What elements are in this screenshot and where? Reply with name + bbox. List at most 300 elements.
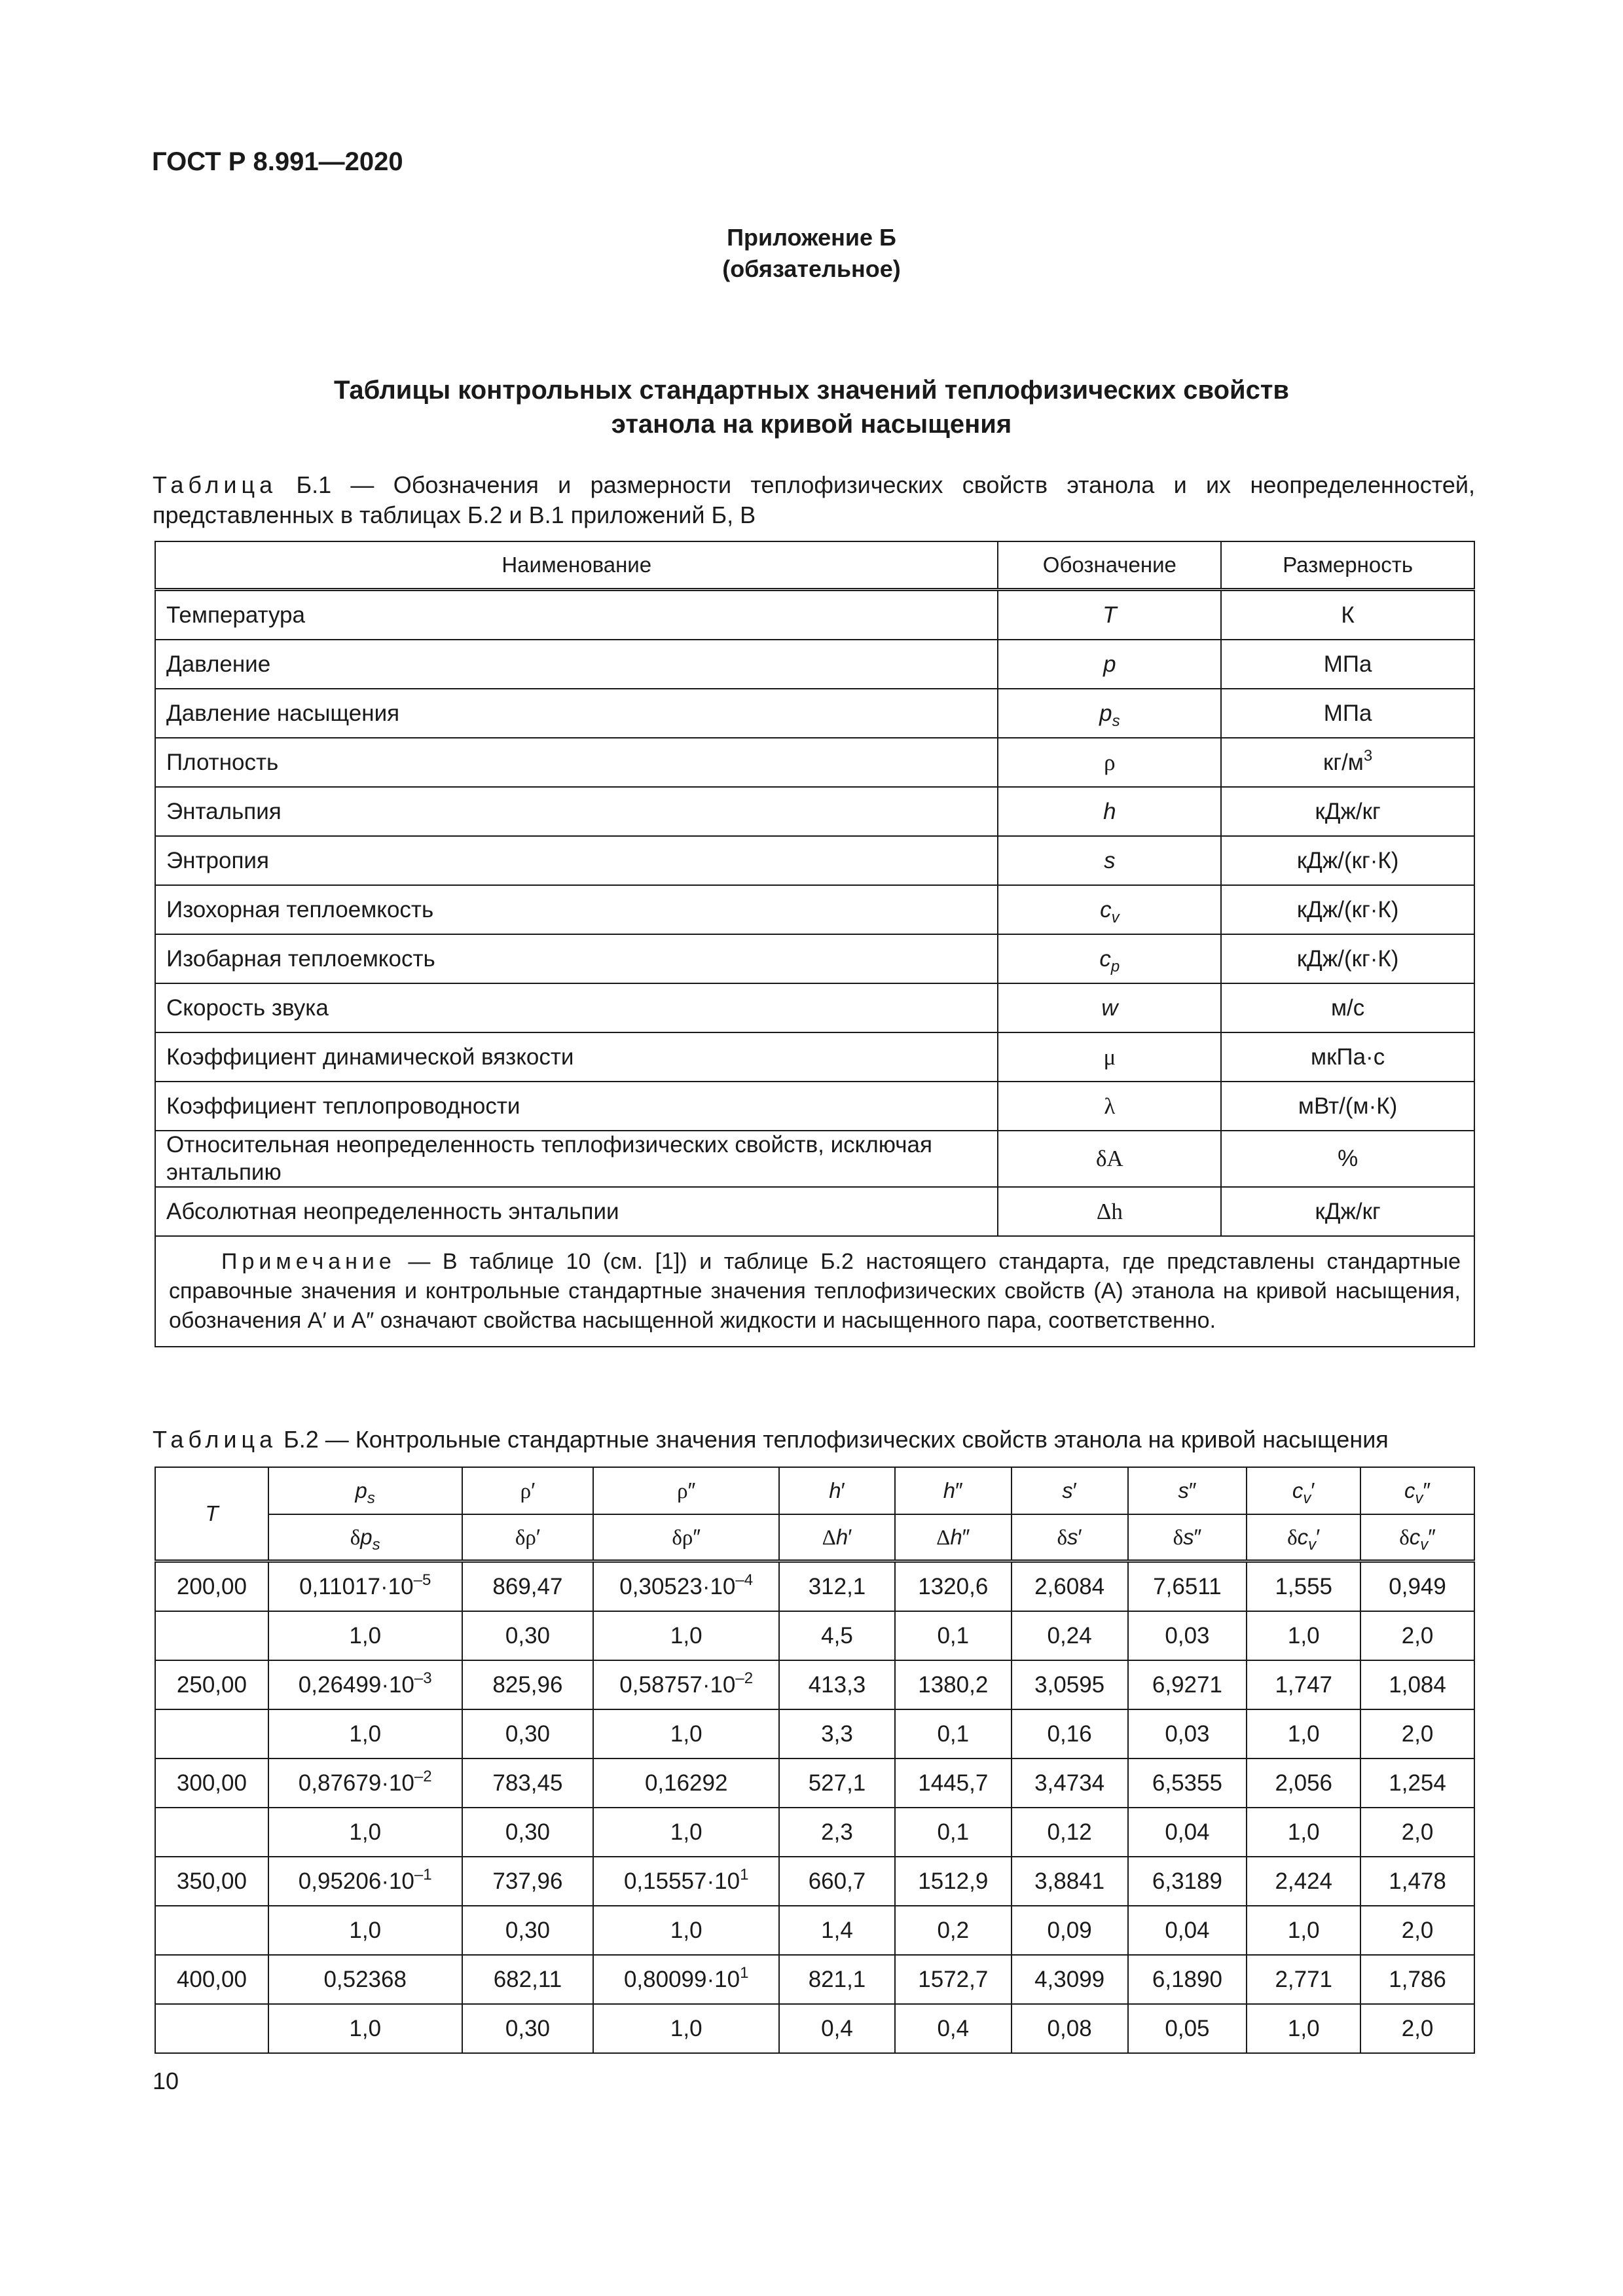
table2-header-bottom-cell-prime: ′ (1316, 1524, 1321, 1549)
table2-header-bottom-cell-delta: δ (1173, 1525, 1184, 1550)
table2-header-bottom-cell-prime: ″ (1428, 1524, 1436, 1549)
table2-cell-value (895, 1955, 1012, 2004)
table2-cell-value (593, 1758, 779, 1808)
table1-cell-name: Абсолютная неопределенность энтальпии (155, 1187, 998, 1236)
table2-value-row (155, 1758, 1474, 1808)
table2-value: 2,771 (1275, 1966, 1333, 1992)
table2-cell-uncertainty: 0,03 (1128, 1611, 1247, 1660)
table2-cell-value (462, 1758, 594, 1808)
table1-unit: МПа (1323, 651, 1372, 677)
table2-cell-uncertainty: 0,04 (1128, 1808, 1247, 1857)
table2-header-top-cell-sub: v (1303, 1489, 1311, 1507)
table2-value: 1,786 (1389, 1966, 1446, 1992)
table1-cell-name: Энтропия (155, 836, 998, 885)
table2-header-top-cell-symbol: ρ (677, 1479, 688, 1503)
table2-value-row (155, 1561, 1474, 1612)
table2-header-bottom-cell-symbol: s (1067, 1524, 1078, 1549)
table1-cell-symbol (998, 934, 1221, 983)
table1-cell-symbol (998, 1082, 1221, 1131)
table2-cell-uncertainty: 1,0 (593, 2004, 779, 2053)
table2-uncertainty-row (155, 1611, 1474, 1660)
table2-cell-value (1360, 1857, 1474, 1906)
table2-header-top-cell (895, 1467, 1012, 1514)
table1-symbol: p (1103, 651, 1116, 677)
table1-cell-symbol (998, 885, 1221, 934)
table2-cell-value (1247, 1561, 1360, 1612)
table1-cell-name: Изохорная теплоемкость (155, 885, 998, 934)
table1-symbol: c (1099, 945, 1111, 972)
table2-header-row-2 (155, 1514, 1474, 1561)
table2-header-top-cell (1128, 1467, 1247, 1514)
table2-value: 3,4734 (1034, 1770, 1105, 1796)
table1-cell-symbol (998, 689, 1221, 738)
table2-cell-value (593, 1955, 779, 2004)
table1-note-text: — В таблице 10 (см. [1]) и таблице Б.2 настоящего стандарта, где представлены стандартные справочные значения и контрольные стандартные значения теплофизических свойств (A) этанола на кривой насыщения, обозначения A′ и A″ означают свойства насыщенной жидкости и насыщенного пара, соответственно. (169, 1249, 1461, 1333)
table2-header-bottom-cell-sub: v (1420, 1535, 1429, 1554)
table1-cell-unit (1221, 1082, 1474, 1131)
table1-cell-unit (1221, 1187, 1474, 1236)
table1-cell-name: Коэффициент теплопроводности (155, 1082, 998, 1131)
table2-header-top-cell-symbol: ρ (520, 1479, 532, 1503)
table1-symbol: ρ (1104, 749, 1116, 775)
table2-header-bottom-cell-prime: ″ (693, 1524, 701, 1549)
table1-row (155, 983, 1474, 1032)
table2-header-bottom-cell-delta: δ (515, 1525, 526, 1550)
table1-cell-unit (1221, 934, 1474, 983)
table1-col-name: Наименование (155, 541, 998, 590)
table1-unit-superscript: 3 (1363, 746, 1373, 765)
table1-symbol: λ (1104, 1093, 1116, 1119)
table2-value: 682,11 (493, 1966, 562, 1992)
table2-cell-uncertainty: 0,03 (1128, 1709, 1247, 1758)
table1-cell-symbol (998, 983, 1221, 1032)
table2-cell-uncertainty: 0,30 (462, 1611, 594, 1660)
table2-header-bottom-cell-symbol: c (1409, 1524, 1421, 1549)
table1-unit: кДж/кг (1315, 798, 1381, 824)
table2-value: 1,084 (1389, 1671, 1446, 1698)
table1-row (155, 738, 1474, 787)
appendix-label: Приложение Б (727, 224, 896, 251)
table2-value-exponent: –5 (413, 1571, 431, 1589)
table2-value: 1320,6 (918, 1573, 989, 1599)
table2-cell-uncertainty: 1,0 (1247, 1808, 1360, 1857)
page-number: 10 (153, 2068, 179, 2094)
appendix-status: (обязательное) (722, 255, 901, 282)
table2-caption (153, 1426, 1475, 1453)
table2-value: 1445,7 (918, 1770, 989, 1796)
table1-cell-name: Энтальпия (155, 787, 998, 836)
table2-header-bottom-cell-sub: v (1308, 1535, 1317, 1554)
table1-cell-unit (1221, 1131, 1474, 1187)
table2-cell-uncertainty: 0,30 (462, 1906, 594, 1955)
table2-header-top-cell (593, 1467, 779, 1514)
table2-value-row (155, 1955, 1474, 2004)
table2-value: 2,056 (1275, 1770, 1333, 1796)
table2-header-bottom-cell (1012, 1514, 1128, 1561)
table2-value-exponent: –2 (735, 1669, 754, 1687)
table2-header-bottom-cell-prime: ′ (536, 1524, 541, 1549)
table2-value: 0,26499·10 (298, 1671, 414, 1698)
table1-unit: кДж/(кг·К) (1296, 896, 1399, 922)
table2-value: 6,1890 (1152, 1966, 1222, 1992)
table1-row (155, 689, 1474, 738)
table1-body (155, 590, 1474, 1347)
table2-value: 3,0595 (1034, 1671, 1105, 1698)
table2-cell-value (1128, 1660, 1247, 1709)
table2-header-top-cell-symbol: p (355, 1478, 367, 1503)
table2-value: 869,47 (492, 1573, 563, 1599)
table2-header-bottom-cell-symbol: h (835, 1524, 848, 1549)
table2-cell-uncertainty: 1,0 (593, 1906, 779, 1955)
table2-cell-uncertainty: 1,0 (593, 1808, 779, 1857)
table1-caption-prefix: Таблица (153, 471, 278, 498)
table1-symbol: h (1103, 798, 1116, 824)
table2-cell-uncertainty: 0,16 (1012, 1709, 1128, 1758)
table2-value: 0,80099·10 (623, 1966, 740, 1992)
table2-header-top-cell (1360, 1467, 1474, 1514)
table1-cell-unit (1221, 885, 1474, 934)
table2-value: 825,96 (492, 1671, 563, 1698)
table2-value-row (155, 1660, 1474, 1709)
table2-header-top-cell-symbol: c (1404, 1478, 1415, 1503)
table2-value: 6,3189 (1152, 1868, 1222, 1894)
table2-cell-value (895, 1660, 1012, 1709)
table2-cell-value (462, 1955, 594, 2004)
table1-cell-unit (1221, 738, 1474, 787)
table2-header-top-cell-prime: ′ (841, 1478, 845, 1503)
table1-row (155, 836, 1474, 885)
table2-cell-value (895, 1857, 1012, 1906)
table2-header-top-cell (779, 1467, 895, 1514)
table2-cell-uncertainty: 2,0 (1360, 1808, 1474, 1857)
table2-cell-value (1128, 1955, 1247, 2004)
table1-cell-symbol (998, 1131, 1221, 1187)
table2-cell-value (779, 1561, 895, 1612)
table2-cell-value (268, 1857, 462, 1906)
table2-uncertainty-row (155, 1808, 1474, 1857)
section-title-line-1: Таблицы контрольных стандартных значений теплофизических свойств (333, 376, 1290, 405)
table2-cell-uncertainty: 0,30 (462, 1709, 594, 1758)
table2-cell-value (1128, 1758, 1247, 1808)
table-b2 (155, 1467, 1475, 2054)
table2-value: 1,254 (1389, 1770, 1446, 1796)
table2-value: 0,58757·10 (619, 1671, 736, 1698)
table2-cell-value (1128, 1857, 1247, 1906)
table2-header-top-cell (1012, 1467, 1128, 1514)
table1-cell-symbol (998, 640, 1221, 689)
table2-cell-value (1247, 1955, 1360, 2004)
table2-value: 737,96 (492, 1868, 563, 1894)
table2-cell-value (268, 1561, 462, 1612)
table2-caption-prefix: Таблица (153, 1426, 278, 1453)
table2-cell-uncertainty: 1,0 (268, 1906, 462, 1955)
table2-header-top-cell-symbol: h (943, 1478, 956, 1503)
table2-header-bottom-cell-delta: Δ (936, 1525, 951, 1550)
table2-header-top-cell-prime: ″ (1188, 1478, 1197, 1503)
table2-cell-uncertainty: 1,0 (593, 1611, 779, 1660)
table2-cell-value (1012, 1660, 1128, 1709)
table2-header-top-cell-prime: ′ (1072, 1478, 1077, 1503)
table1-symbol-subscript: p (1110, 957, 1120, 975)
table1-row (155, 1082, 1474, 1131)
table2-uncertainty-row (155, 1709, 1474, 1758)
table1-cell-name: Относительная неопределенность теплофизических свойств, исключая энтальпию (155, 1131, 998, 1187)
table2-cell-T-empty (155, 2004, 268, 2053)
table2-cell-value (1360, 1660, 1474, 1709)
table2-cell-uncertainty: 0,04 (1128, 1906, 1247, 1955)
table1-cell-unit (1221, 983, 1474, 1032)
table2-header-bottom-cell-delta: δ (1287, 1525, 1298, 1550)
table2-cell-value (1360, 1561, 1474, 1612)
table2-header-bottom-cell-delta: δ (1057, 1525, 1068, 1550)
table1-caption-text: Б.1 — Обозначения и размерности теплофизических свойств этанола и их неопределенностей, представленных в таблицах Б.2 и В.1 приложений Б, В (153, 471, 1475, 528)
table2-cell-value (593, 1660, 779, 1709)
table1-row (155, 885, 1474, 934)
table2-value-exponent: 1 (740, 1963, 749, 1982)
table2-header-top-cell-symbol: s (1062, 1478, 1073, 1503)
table2-value-exponent: –2 (414, 1767, 432, 1785)
table2-cell-T: 200,00 (155, 1561, 268, 1612)
table2-cell-T: 300,00 (155, 1758, 268, 1808)
table2-header-top-cell-prime: ′ (531, 1478, 536, 1503)
table2-value: 4,3099 (1034, 1966, 1105, 1992)
table1-cell-name: Температура (155, 590, 998, 640)
table1-cell-unit (1221, 836, 1474, 885)
table2-cell-uncertainty: 0,30 (462, 2004, 594, 2053)
table2-header-top-cell-symbol: h (829, 1478, 841, 1503)
table1-header-row (155, 541, 1474, 590)
table1-row (155, 1032, 1474, 1082)
table2-header-top-cell (1247, 1467, 1360, 1514)
table2-value: 0,11017·10 (299, 1573, 414, 1599)
table2-header-top-cell (462, 1467, 594, 1514)
table2-cell-T: 250,00 (155, 1660, 268, 1709)
table2-value: 0,15557·10 (623, 1868, 740, 1894)
table2-value: 0,87679·10 (298, 1770, 414, 1796)
table2-cell-value (1128, 1561, 1247, 1612)
table1-cell-symbol (998, 836, 1221, 885)
table2-cell-value (779, 1955, 895, 2004)
table2-header-bottom-cell (779, 1514, 895, 1561)
table2-cell-value (593, 1857, 779, 1906)
table2-header-bottom-cell (268, 1514, 462, 1561)
table2-cell-uncertainty: 1,0 (268, 1611, 462, 1660)
table1-note-row (155, 1236, 1474, 1347)
table2-value: 1572,7 (918, 1966, 989, 1992)
table1-note (155, 1236, 1474, 1347)
table1-cell-name: Изобарная теплоемкость (155, 934, 998, 983)
table2-cell-T-empty (155, 1906, 268, 1955)
table1-row (155, 640, 1474, 689)
table2-cell-uncertainty: 0,1 (895, 1808, 1012, 1857)
table2-header-bottom-cell (593, 1514, 779, 1561)
table1-cell-unit (1221, 1032, 1474, 1082)
table2-header-row-1 (155, 1467, 1474, 1514)
table2-cell-uncertainty: 1,0 (1247, 1906, 1360, 1955)
table2-header-bottom-cell-symbol: ρ (525, 1525, 536, 1550)
table1-symbol: p (1099, 700, 1112, 726)
table2-cell-value (779, 1857, 895, 1906)
table2-value: 0,16292 (644, 1770, 728, 1796)
table2-value: 413,3 (808, 1671, 866, 1698)
table2-header-bottom-cell-symbol: p (360, 1524, 373, 1549)
table1-unit: МПа (1323, 700, 1372, 726)
table2-value: 783,45 (492, 1770, 563, 1796)
table2-cell-value (1247, 1758, 1360, 1808)
table2-value: 2,6084 (1034, 1573, 1105, 1599)
table1-unit: м/с (1330, 994, 1365, 1021)
table1-unit: мВт/(м·К) (1298, 1093, 1398, 1119)
table2-header-bottom-cell-prime: ″ (962, 1524, 970, 1549)
table2-value: 527,1 (808, 1770, 866, 1796)
table1-row (155, 1187, 1474, 1236)
table1-cell-unit (1221, 640, 1474, 689)
table2-header-top-cell-sub: v (1415, 1489, 1423, 1507)
table2-header-bottom-cell (462, 1514, 594, 1561)
table2-cell-uncertainty: 1,0 (1247, 1709, 1360, 1758)
table1-unit: кг/м (1323, 749, 1364, 775)
table2-header-bottom-cell-prime: ″ (1194, 1524, 1202, 1549)
table2-value: 0,30523·10 (619, 1573, 736, 1599)
table2-header-top-cell-prime: ″ (1423, 1478, 1431, 1503)
table2-cell-uncertainty: 0,30 (462, 1808, 594, 1857)
table1-symbol: w (1101, 994, 1118, 1021)
table2-value-row (155, 1857, 1474, 1906)
table1-symbol: Δh (1096, 1198, 1123, 1224)
table2-value: 6,5355 (1152, 1770, 1222, 1796)
table2-value-exponent: –3 (414, 1669, 432, 1687)
table1-symbol-subscript: s (1112, 712, 1120, 730)
table2-cell-T: 400,00 (155, 1955, 268, 2004)
table2-cell-value (895, 1758, 1012, 1808)
table2-uncertainty-row (155, 2004, 1474, 2053)
table2-cell-uncertainty: 0,05 (1128, 2004, 1247, 2053)
table2-cell-value (268, 1758, 462, 1808)
table2-value: 2,424 (1275, 1868, 1333, 1894)
table2-cell-value (593, 1561, 779, 1612)
table2-cell-value (779, 1660, 895, 1709)
table2-cell-value (1247, 1857, 1360, 1906)
table2-cell-value (1012, 1561, 1128, 1612)
table1-unit: % (1338, 1146, 1359, 1171)
table2-cell-value (895, 1561, 1012, 1612)
table1-cell-name: Скорость звука (155, 983, 998, 1032)
table1-cell-name: Давление насыщения (155, 689, 998, 738)
table2-header-top-cell-prime: ″ (955, 1478, 963, 1503)
table1-row (155, 934, 1474, 983)
table2-cell-uncertainty: 4,5 (779, 1611, 895, 1660)
table2-header-T: T (155, 1467, 268, 1561)
table2-cell-uncertainty: 2,0 (1360, 1709, 1474, 1758)
table2-value: 6,9271 (1152, 1671, 1222, 1698)
table2-value: 660,7 (808, 1868, 866, 1894)
table1-cell-symbol (998, 1032, 1221, 1082)
table2-value: 821,1 (808, 1966, 866, 1992)
table2-value: 0,52368 (323, 1966, 407, 1992)
table2-cell-uncertainty: 2,0 (1360, 1906, 1474, 1955)
table2-cell-T-empty (155, 1808, 268, 1857)
table1-unit: мкПа·с (1311, 1044, 1385, 1070)
table2-header-bottom-cell-delta: δ (1399, 1525, 1410, 1550)
table2-cell-uncertainty: 2,0 (1360, 1611, 1474, 1660)
table2-cell-uncertainty: 0,1 (895, 1709, 1012, 1758)
table2-cell-uncertainty: 1,0 (268, 1709, 462, 1758)
table2-value: 1,747 (1275, 1671, 1333, 1698)
table2-header-bottom-cell-prime: ′ (1078, 1524, 1082, 1549)
table1-col-unit: Размерность (1221, 541, 1474, 590)
table2-header-top-cell-prime: ′ (1311, 1478, 1315, 1503)
document-id: ГОСТ Р 8.991—2020 (152, 147, 403, 176)
table1-unit: кДж/(кг·К) (1296, 945, 1399, 972)
table2-cell-uncertainty: 1,0 (1247, 1611, 1360, 1660)
table2-uncertainty-row (155, 1906, 1474, 1955)
table1-cell-name: Плотность (155, 738, 998, 787)
table1-unit: К (1341, 602, 1355, 628)
table1-cell-symbol (998, 590, 1221, 640)
table2-cell-value (462, 1561, 594, 1612)
table2-value: 0,949 (1389, 1573, 1446, 1599)
table2-header-bottom-cell-delta: δ (350, 1525, 361, 1550)
table1-cell-name: Коэффициент динамической вязкости (155, 1032, 998, 1082)
table2-header-bottom-cell-delta: δ (672, 1525, 682, 1550)
table2-cell-value (1360, 1758, 1474, 1808)
table2-cell-value (462, 1857, 594, 1906)
table1-symbol: s (1104, 847, 1116, 873)
table2-value: 1,555 (1275, 1573, 1333, 1599)
table1-cell-unit (1221, 689, 1474, 738)
table2-cell-uncertainty: 1,0 (1247, 2004, 1360, 2053)
table1-symbol: μ (1103, 1044, 1116, 1070)
table2-header-top-cell-symbol: c (1292, 1478, 1304, 1503)
table2-cell-uncertainty: 0,24 (1012, 1611, 1128, 1660)
table2-cell-uncertainty: 0,4 (895, 2004, 1012, 2053)
table2-header-bottom-cell (895, 1514, 1012, 1561)
table1-symbol: δA (1095, 1146, 1123, 1171)
table2-value: 1512,9 (918, 1868, 989, 1894)
table1-cell-name: Давление (155, 640, 998, 689)
table2-cell-uncertainty: 1,0 (268, 2004, 462, 2053)
table1-col-symbol: Обозначение (998, 541, 1221, 590)
table2-cell-uncertainty: 3,3 (779, 1709, 895, 1758)
table2-cell-value (1247, 1660, 1360, 1709)
table2-value-exponent: 1 (740, 1865, 749, 1884)
table2-header-bottom-cell-sub: s (372, 1535, 380, 1554)
table2-cell-uncertainty: 0,1 (895, 1611, 1012, 1660)
table2-cell-uncertainty: 0,2 (895, 1906, 1012, 1955)
table-b1 (155, 541, 1475, 1347)
table2-value: 1380,2 (918, 1671, 989, 1698)
table2-cell-uncertainty: 1,0 (268, 1808, 462, 1857)
table2-header-bottom-cell-delta: Δ (822, 1525, 836, 1550)
table2-caption-text: Б.2 — Контрольные стандартные значения теплофизических свойств этанола на кривой насыщения (277, 1426, 1389, 1453)
table2-value-exponent: –1 (414, 1865, 432, 1884)
table1-symbol: c (1100, 896, 1112, 922)
table2-header-bottom-cell-prime: ′ (848, 1524, 852, 1549)
table2-cell-uncertainty: 0,4 (779, 2004, 895, 2053)
table2-header-top-cell-sub: s (367, 1489, 375, 1507)
table2-cell-value (1012, 1758, 1128, 1808)
table1-row (155, 787, 1474, 836)
table1-unit: кДж/кг (1315, 1198, 1381, 1224)
table1-symbol: T (1103, 602, 1117, 628)
table2-value: 1,478 (1389, 1868, 1446, 1894)
table1-row (155, 590, 1474, 640)
table2-header-bottom-cell (1128, 1514, 1247, 1561)
table2-cell-uncertainty: 0,08 (1012, 2004, 1128, 2053)
table1-unit: кДж/(кг·К) (1296, 847, 1399, 873)
table2-cell-uncertainty: 0,12 (1012, 1808, 1128, 1857)
table2-value: 0,95206·10 (298, 1868, 414, 1894)
